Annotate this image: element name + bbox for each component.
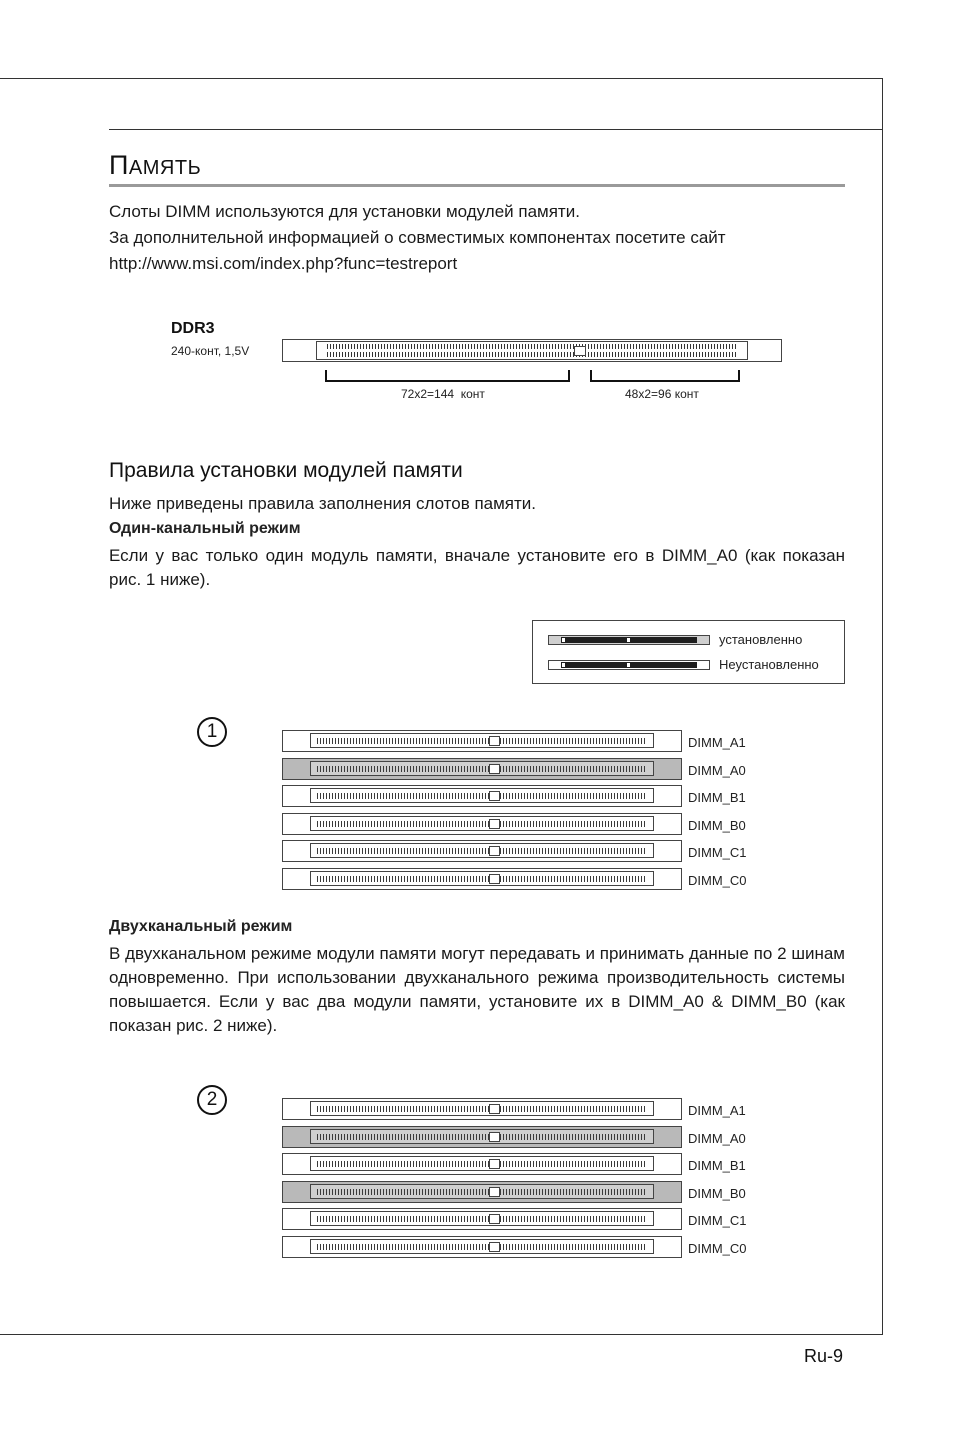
single-channel-text: Если у вас только один модуль памяти, вначале установите его в DIMM_A0 (как показан рис. 1 ниже). <box>109 546 845 589</box>
dimm-slot-inner <box>310 1129 654 1144</box>
top-border <box>0 78 883 79</box>
dimm-slot <box>282 1098 682 1120</box>
rules-intro: Ниже приведены правила заполнения слотов памяти. <box>109 494 537 513</box>
single-channel-heading: Один-канальный режим <box>109 520 301 537</box>
figure-2-number: 2 <box>197 1085 227 1115</box>
dimm-slot-pins <box>317 1106 647 1112</box>
dimm-slot <box>282 813 682 835</box>
ddr3-label: DDR3 <box>171 320 215 337</box>
ddr3-key-notch <box>574 346 586 356</box>
right-border <box>882 78 883 1335</box>
figure-1-number: 1 <box>197 717 227 747</box>
dimm-slot-inner <box>310 733 654 748</box>
dimm-slot-pins <box>317 848 647 854</box>
dimm-slot-label: DIMM_B0 <box>688 817 746 833</box>
legend-not-installed-swatch <box>548 660 710 670</box>
dimm-slot-pins <box>317 738 647 744</box>
dimm-slot-key <box>489 1159 500 1169</box>
dimm-slot-inner <box>310 1156 654 1171</box>
left-section-label: 72x2=144 конт <box>401 387 485 401</box>
rules-heading: Правила установки модулей памяти <box>109 459 463 482</box>
right-section-label: 48x2=96 конт <box>625 387 699 401</box>
dimm-slot <box>282 1236 682 1258</box>
dimm-slot-key <box>489 791 500 801</box>
dimm-slot-key <box>489 1187 500 1197</box>
dimm-slot-label: DIMM_B1 <box>688 790 746 805</box>
left-section-bracket <box>325 370 570 382</box>
dimm-slot-inner <box>310 871 654 886</box>
dimm-slot-inner <box>310 1101 654 1116</box>
dimm-slot-label: DIMM_C0 <box>688 1240 747 1256</box>
legend-box <box>532 620 845 684</box>
dimm-slot-label: DIMM_C0 <box>688 872 747 888</box>
dimm-slot-label: DIMM_A1 <box>688 735 746 750</box>
dual-channel-heading: Двухканальный режим <box>109 918 293 935</box>
dimm-slot-pins <box>317 1189 647 1195</box>
ddr3-slot-inner <box>316 341 748 360</box>
dimm-slot-inner <box>310 843 654 858</box>
dimm-slot-key <box>489 1104 500 1114</box>
bottom-border <box>0 1334 883 1335</box>
dimm-slot-inner <box>310 788 654 803</box>
title-underline <box>109 184 845 187</box>
header-rule <box>109 129 883 130</box>
dimm-slot-label: DIMM_A0 <box>688 762 746 778</box>
dimm-slot-label: DIMM_A0 <box>688 1130 746 1146</box>
dimm-slot <box>282 1181 682 1203</box>
ddr3-pins-bottom <box>327 352 737 357</box>
dimm-slot-label: DIMM_C1 <box>688 1213 747 1228</box>
dimm-slot <box>282 785 682 807</box>
intro-line-1: Слоты DIMM используются для установки модулей памяти. <box>109 202 580 221</box>
dimm-slot <box>282 758 682 780</box>
dimm-slot-pins <box>317 1134 647 1140</box>
legend-not-installed-label: Неустановленно <box>719 657 819 672</box>
intro-url: http://www.msi.com/index.php?func=testreport <box>109 254 458 273</box>
ddr3-pins-top <box>327 344 737 349</box>
dimm-slot-pins <box>317 821 647 827</box>
dimm-slot-pins <box>317 1244 647 1250</box>
dimm-slot-key <box>489 1214 500 1224</box>
dimm-slot-key <box>489 846 500 856</box>
dual-channel-text: В двухканальном режиме модули памяти могут передавать и принимать данные по 2 шинам одновременно. При использовании двухканального режима производительность системы повышается. Если у вас два модули памяти, установите их в DIMM_A0 & DIMM_B0 (как показан рис. 2 ниже). <box>109 944 845 1035</box>
ddr3-slot <box>282 339 782 362</box>
dimm-slot-pins <box>317 793 647 799</box>
dimm-slot <box>282 868 682 890</box>
dimm-slot-inner <box>310 1239 654 1254</box>
dimm-slot-key <box>489 736 500 746</box>
ddr3-sublabel: 240-конт, 1,5V <box>171 344 250 358</box>
dimm-slot-label: DIMM_A1 <box>688 1103 746 1118</box>
right-section-bracket <box>590 370 740 382</box>
dimm-slot-key <box>489 1132 500 1142</box>
dimm-slot <box>282 1126 682 1148</box>
legend-installed-swatch <box>548 635 710 645</box>
dimm-slot-pins <box>317 1216 647 1222</box>
dimm-slot-key <box>489 874 500 884</box>
page-title: ПАМЯТЬ <box>109 150 202 180</box>
dimm-slot-key <box>489 1242 500 1252</box>
dimm-slot-key <box>489 764 500 774</box>
dimm-slot <box>282 1153 682 1175</box>
dimm-slot-pins <box>317 766 647 772</box>
dimm-slot-label: DIMM_B1 <box>688 1158 746 1173</box>
dimm-slot <box>282 840 682 862</box>
page-number: Ru-9 <box>804 1346 844 1366</box>
dimm-slot <box>282 730 682 752</box>
dimm-slot <box>282 1208 682 1230</box>
dimm-slot-inner <box>310 761 654 776</box>
dimm-slot-label: DIMM_B0 <box>688 1185 746 1201</box>
dimm-slot-pins <box>317 876 647 882</box>
dimm-slot-inner <box>310 1184 654 1199</box>
dimm-slot-pins <box>317 1161 647 1167</box>
intro-line-2: За дополнительной информацией о совместимых компонентах посетите сайт <box>109 228 726 247</box>
dimm-slot-label: DIMM_C1 <box>688 845 747 860</box>
legend-installed-label: установленно <box>719 632 803 647</box>
dimm-slot-inner <box>310 1211 654 1226</box>
dimm-slot-key <box>489 819 500 829</box>
dimm-slot-inner <box>310 816 654 831</box>
